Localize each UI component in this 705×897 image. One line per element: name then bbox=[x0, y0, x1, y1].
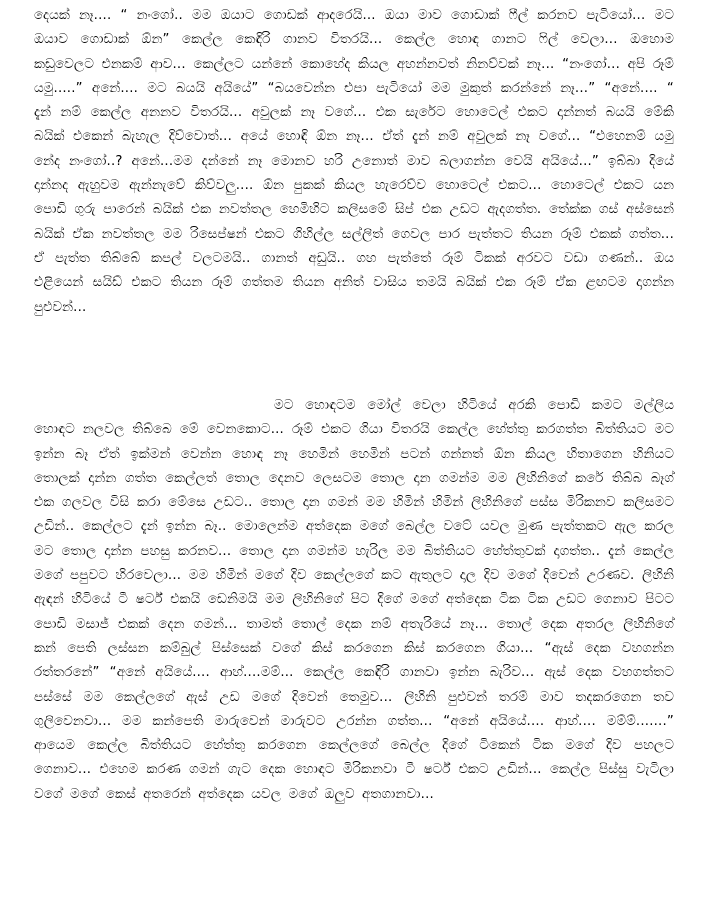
story-paragraph-1: දෙයක් නෑ.... “ නංගෝ.. මම ඔයාට ගොඩක් ආදරෙයි... ඔයා මාව ගොඩාක් ෆීල් කරනව පැටියෝ... මට ඔයාව ගොඩාක් ඕන” කෙල්ල කෙඳිරි ගානව විතරයි... කෙල්ල හොඳ ගානට ෆිල් වෙලා... ඔහොම කඩුවෙලට එනකම් ආව... කෙල්ලට යන්නේ කොහේද කියල අහන්නවත් නිනව්වක් නෑ... “නංගෝ... අපි රූම් යමු.....” අනේ.... මට බයයි අයියේ” “බයවෙන්න එපා පැටියෝ මම මුකුත් කරන්නේ නෑ...” “අනේ.... “ දැන් නම් කෙල්ල අනනව විතරයි... අවුලක් නෑ වගේ... එක සැරේට හොටෙල් එකට දාන්නත් බයයි මේකි බයික් එකෙන් බැහැල දිව්වොත්... අයේ හොඳි ඕන නෑ... ඒත් දැන් නම් අවුලක් නෑ වගේ... “එහෙනම් යමු නේද නංගෝ..? අනේ...මම දන්නේ නෑ මොනව හරි උනොත් මාව බලාගන්න වෙයි අයියේ...” ඉබ්බා දියේ දාන්නද ඇහුවම ඇන්නැවේ කිව්වලු.... ඕන පුකක් කියල හැරෙව්ව හොටෙල් එකට... හොටෙල් එකට යන පොඩි ගුරු පාරෙන් බයික් එක නවත්තල හෙමිහිට කලිසමේ සිප් එක උඩට ඇදගත්ත. තේක්ක ගස් අස්සෙන් බයික් ඒක නවත්තල මම රිසෙප්ෂන් එකට ගිහිල්ල සල්ලිත් ගෙවල පාර පැත්තට තියන රූම් එකක් ගත්ත... ඒ පැත්ත තිබ්බේ කපල් වලටමයි.. ගානත් අඩුයි.. ගහ පැත්තේ රූම් ටිකක් අරවට වඩා ගණන්.. ඔය එළියෙන් සයිඩ් එකට තියන රූම් ගත්තම තියන අනිත් වාසිය තමයි බයික් එක රූම් ඒක ළඟටම දාගන්න පුළුවන්... bbox=[34, 8, 674, 315]
story-paragraph-2: මට හොඳටම මෝල් වෙලා හිටියේ අරකි පොඩි කමට මල්ලිය හොඳට නලවල තිබ්බෙ මේ වෙනකොට... රූම් එකට ගියා විතරයි කෙල්ල හේත්තු කරගත්ත බිත්තියට මට ඉන්න බෑ ඒත් ඉක්මන් වෙන්න හොඳ නෑ හෙමින් හෙමින් පටන් ගන්නත් ඕන කියල හිතාගෙන හිනියට තොලක් දාන්න ගත්ත කෙල්ලත් තොල දෙනව ලෙසටම තොල දාන ගමන්ම මම ලිහිනිගේ කරේ තිබ්බ බෑග් එක ගලවල විසි කරා මේසෙ උඩට.. තොල දාන ගමන් මම හිමින් හිමින් ලිහිනිගේ පස්ස මිරිකනව කලිසමට උඩින්.. කෙල්ලට දැන් ඉන්න බෑ.. මොලෙන්ම අත්දෙක මගේ බෙල්ල වටේ යවල මුණ පැත්තකට ඇල කරල මට තොල දාන්න පහසු කරනව... තොල දාන ගමන්ම හැරිල මම බිත්තියට හේත්තුවක් දාගත්ත.. දැන් කෙල්ල මගේ පපුවට හිරවෙලා... මම හිමින් මගේ දිව කෙල්ලගේ කට ඇතුලට දාල දිව මගේ දිවෙන් උරණව. ලිහිනි ඇඳන් හිටියේ ටී ෂර්ට් එකයි ඩෙනිමයි මම ලිහිනිගේ පිට දිගේ මගේ අත්දෙක ටික ටික උඩට ගෙනාව පිටට පොඩි මසාජ් එකක් දෙන ගමන්... තාමත් තොල් දෙක නම් අතැරියේ නෑ... තොල් දෙක අතරල ලිහිනිගේ කන් පෙති ලස්සන කම්බුල් පිස්සෙක් වගේ කිස් කරගෙන කිස් කරගෙන ගියා... “ඇස් දෙක වහගන්න රත්තරනේ” “අනේ අයියේ.... ආහ්....මම්... කෙල්ල කෙඳිරි ගානවා ඉන්න බැරිව... ඇස් දෙක වහගත්තට පස්සේ මම කෙල්ලගේ ඇස් උඩ මගේ දිවෙන් තෙමුව... ලිහිනි පුළුවන් තරම් මාව තදකරගෙන තව ගුලිවෙනවා... මම කන්පෙති මාරුවෙන් මාරුවට උරන්න ගත්ත... “අනේ අයියේ.... ආහ්.... මම්ම්.......” ආයෙම කෙල්ල බිත්තියට හේත්තු කරගෙන කෙල්ලගේ බෙල්ල දිගේ ටිකෙන් ටික මගේ දිව පහලට ගෙනාව... එහෙම කරණ ගමන් ගැට දෙක හොඳට මිරිකනවා ටී ෂර්ට් එකට උඩින්... කෙල්ල පිස්සු වැටිලා වගේ මගේ කෙස් අතරෙන් අත්දෙක යවල මගේ ඔලුව අතගානවා... bbox=[34, 398, 674, 802]
